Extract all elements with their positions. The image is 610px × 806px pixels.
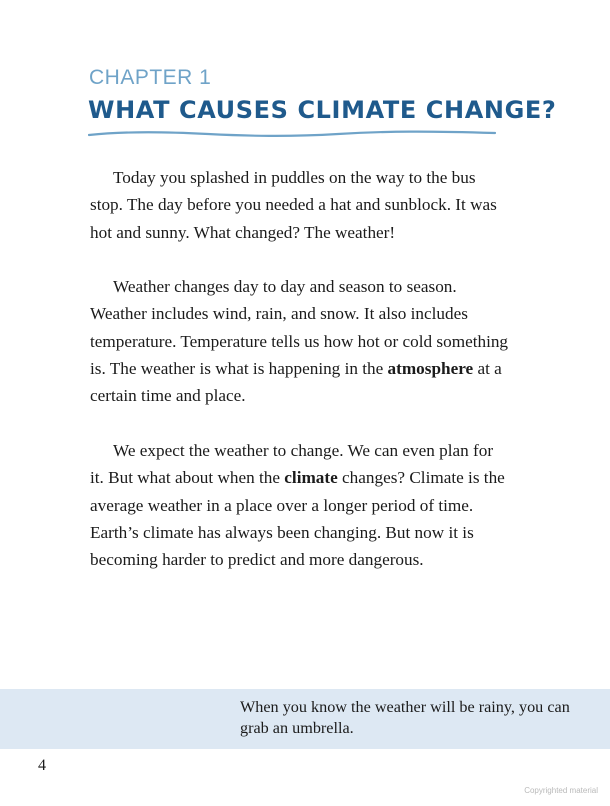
chapter-label: CHAPTER 1 xyxy=(89,66,212,89)
image-caption: When you know the weather will be rainy, you can grab an umbrella. xyxy=(240,698,570,737)
body-text xyxy=(90,164,510,601)
paragraph-2-text-before: Weather changes day to day and season to season. Weather includes wind, rain, and snow. It also includes temperature. Temperature tells us how hot or cold something is. The weather is what is happening in the xyxy=(90,277,509,379)
paragraph-3-text-before: We expect the weather to change. We can even plan for it. But what about when the xyxy=(90,440,494,488)
title-underline xyxy=(88,128,496,140)
page-number: 4 xyxy=(38,757,46,774)
paragraph-2-text-after: at a certain time and place. xyxy=(90,359,502,406)
paragraph-3 xyxy=(90,437,510,573)
caption-band xyxy=(0,689,610,749)
paragraph-1-text: Today you splashed in puddles on the way to the bus stop. The day before you needed a hat and sunblock. It was hot and sunny. What changed? The weather! xyxy=(90,168,497,242)
paragraph-1 xyxy=(90,164,510,246)
term-atmosphere: atmosphere xyxy=(387,359,474,379)
chapter-title: WHAT CAUSES CLIMATE CHANGE? xyxy=(88,96,557,124)
paragraph-2 xyxy=(90,273,510,409)
paragraph-3-text-after: changes? Climate is the average weather in a place over a longer period of time. Earth’s climate has always been changing. But now it is becoming harder to predict and more dangerous. xyxy=(90,468,505,570)
term-climate: climate xyxy=(284,468,338,488)
copyright-notice: Copyrighted material xyxy=(524,786,598,795)
